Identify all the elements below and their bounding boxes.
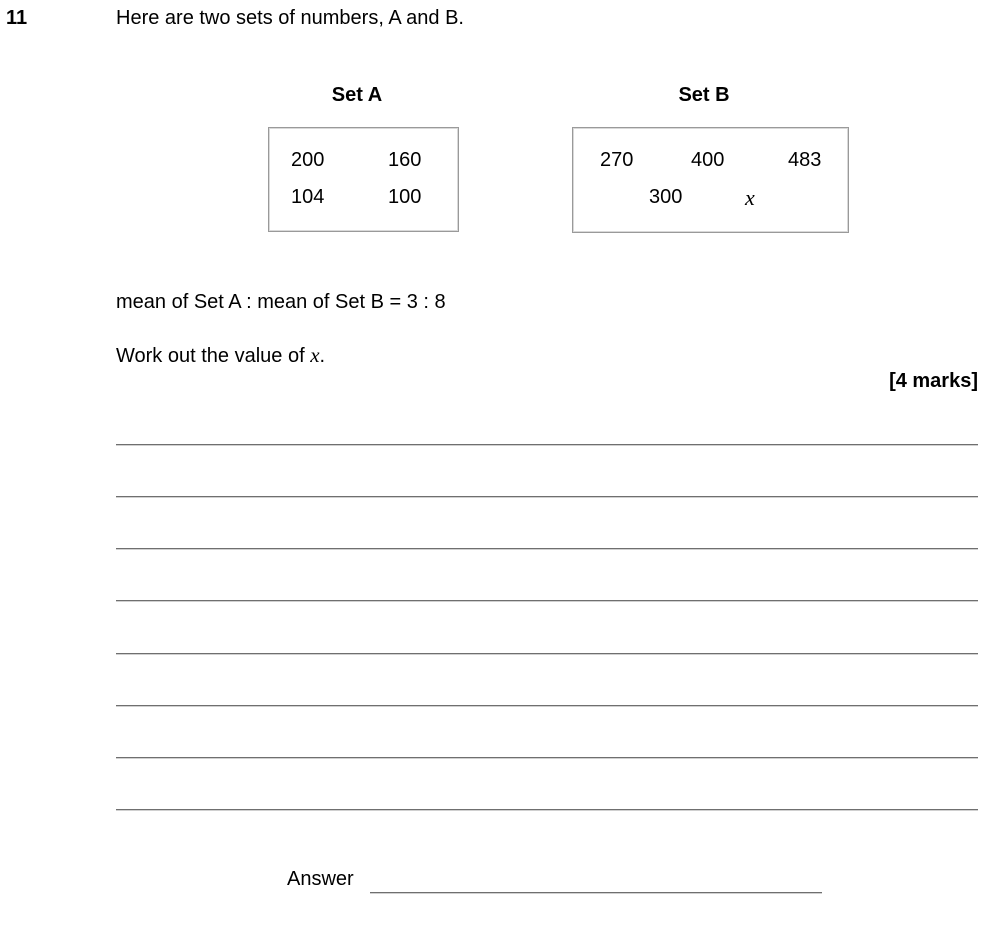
- working-line[interactable]: [116, 757, 978, 759]
- answer-line[interactable]: [370, 892, 822, 894]
- task-variable: x: [310, 343, 320, 367]
- set-a-value: 160: [388, 149, 422, 171]
- question-number: 11: [6, 7, 28, 29]
- set-b-title: Set B: [678, 84, 730, 106]
- set-a-box: [268, 127, 459, 232]
- set-b-value: 483: [788, 149, 822, 171]
- working-line[interactable]: [116, 496, 978, 498]
- working-line[interactable]: [116, 653, 978, 655]
- set-b-box: [572, 127, 849, 233]
- working-line[interactable]: [116, 705, 978, 707]
- set-a-value: 104: [291, 186, 325, 208]
- set-b-value: 270: [600, 149, 634, 171]
- marks-label: [4 marks]: [889, 370, 978, 392]
- working-line[interactable]: [116, 809, 978, 811]
- ratio-statement: mean of Set A : mean of Set B = 3 : 8: [116, 291, 446, 313]
- working-line[interactable]: [116, 444, 978, 446]
- task-prefix: Work out the value of: [116, 345, 311, 367]
- set-a-value: 100: [388, 186, 422, 208]
- task-suffix: .: [319, 345, 326, 367]
- set-a-value: 200: [291, 149, 325, 171]
- set-b-value: 300: [649, 186, 683, 208]
- answer-label: Answer: [287, 868, 354, 890]
- set-b-variable: x: [745, 185, 755, 210]
- task-statement: [116, 343, 325, 368]
- set-b-value: 400: [691, 149, 725, 171]
- question-intro: Here are two sets of numbers, A and B.: [116, 7, 464, 29]
- working-line[interactable]: [116, 600, 978, 602]
- working-line[interactable]: [116, 548, 978, 550]
- set-a-title: Set A: [331, 84, 383, 106]
